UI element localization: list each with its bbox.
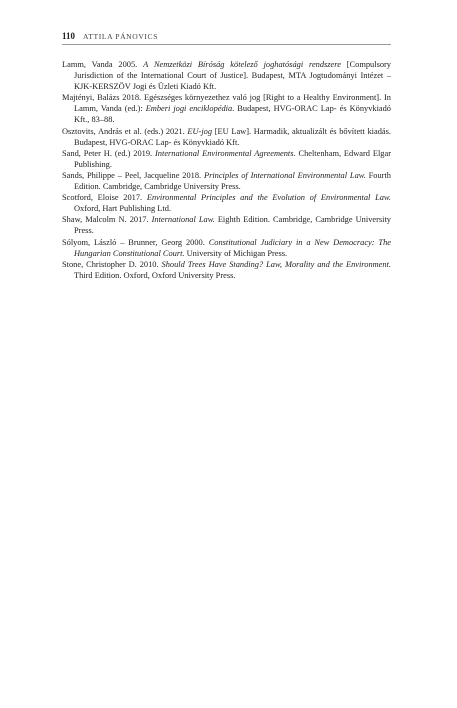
reference-text: Eighth Edition. Cambridge, Cambridge University Press. [74,215,391,236]
reference-text: Fourth Edition. Cambridge, Cambridge University Press. [74,170,391,192]
page-number: 110 [62,31,76,41]
reference-entry [62,237,391,259]
reference-text: University of Michigan Press. [184,248,288,258]
reference-title: Constitutional Judiciary in a New Democracy: The Hungarian Constitutional Court. [74,237,391,258]
reference-text: Third Edition. Oxford, Oxford University Press. [74,270,236,280]
reference-entry [62,192,391,214]
reference-text: [EU Law]. Harmadik, aktualizált és bővített kiadás. Budapest, HVG-ORAC Lap- és Könyvkiadó Kft. [74,126,391,147]
page-header [62,31,391,45]
reference-title: Principles of International Environmental Law. [203,170,366,180]
reference-title: Emberi jogi enciklopédia [145,104,233,114]
reference-title: International Environmental Agreements. [155,148,296,158]
reference-entry [62,126,391,148]
reference-text: Majtényi, Balázs 2018. Egészséges környezethez való jog [Right to a Healthy Environment]. In Lamm, Vanda (ed.): [62,93,391,114]
reference-entry [62,214,391,236]
reference-text: Sand, Peter H. (ed.) 2019. [62,148,156,158]
reference-list [62,59,391,281]
reference-text: Cheltenham, Edward Elgar Publishing. [74,148,391,169]
reference-title: A Nemzetközi Bíróság kötelező joghatósági rendszere [143,60,341,69]
reference-entry [62,170,391,192]
reference-entry [62,59,391,92]
running-head: ATTILA PÁNOVICS [83,32,159,41]
reference-entry [62,148,391,170]
reference-text: Sólyom, László – Brunner, Georg 2000. [62,237,209,247]
reference-text: Oxford, Hart Publishing Ltd. [74,204,172,214]
reference-title: EU-jog [187,126,213,136]
reference-text: . Budapest, HVG-ORAC Lap- és Könyvkiadó Kft., 83–88. [74,104,391,125]
reference-text: Stone, Christopher D. 2010. [62,259,162,269]
reference-text: Shaw, Malcolm N. 2017. [62,215,152,225]
reference-title: Environmental Principles and the Evolution of Environmental Law. [146,193,391,203]
reference-title: Should Trees Have Standing? Law, Morality and the Environment. [161,259,391,269]
reference-text: Osztovits, András et al. (eds.) 2021. [62,126,188,136]
reference-text: Scotford, Eloise 2017. [62,193,147,203]
reference-text: Lamm, Vanda 2005. [62,60,144,69]
reference-entry [62,92,391,125]
reference-entry [62,259,391,281]
reference-text: Sands, Philippe – Peel, Jacqueline 2018. [62,170,204,180]
reference-title: International Law. [151,215,215,225]
reference-text: [Compulsory Jurisdiction of the International Court of Justice]. Budapest, MTA Jogtudományi Intézet – KJK-KERSZÖV Jogi és Üzleti Kiadó Kft. [74,60,391,92]
